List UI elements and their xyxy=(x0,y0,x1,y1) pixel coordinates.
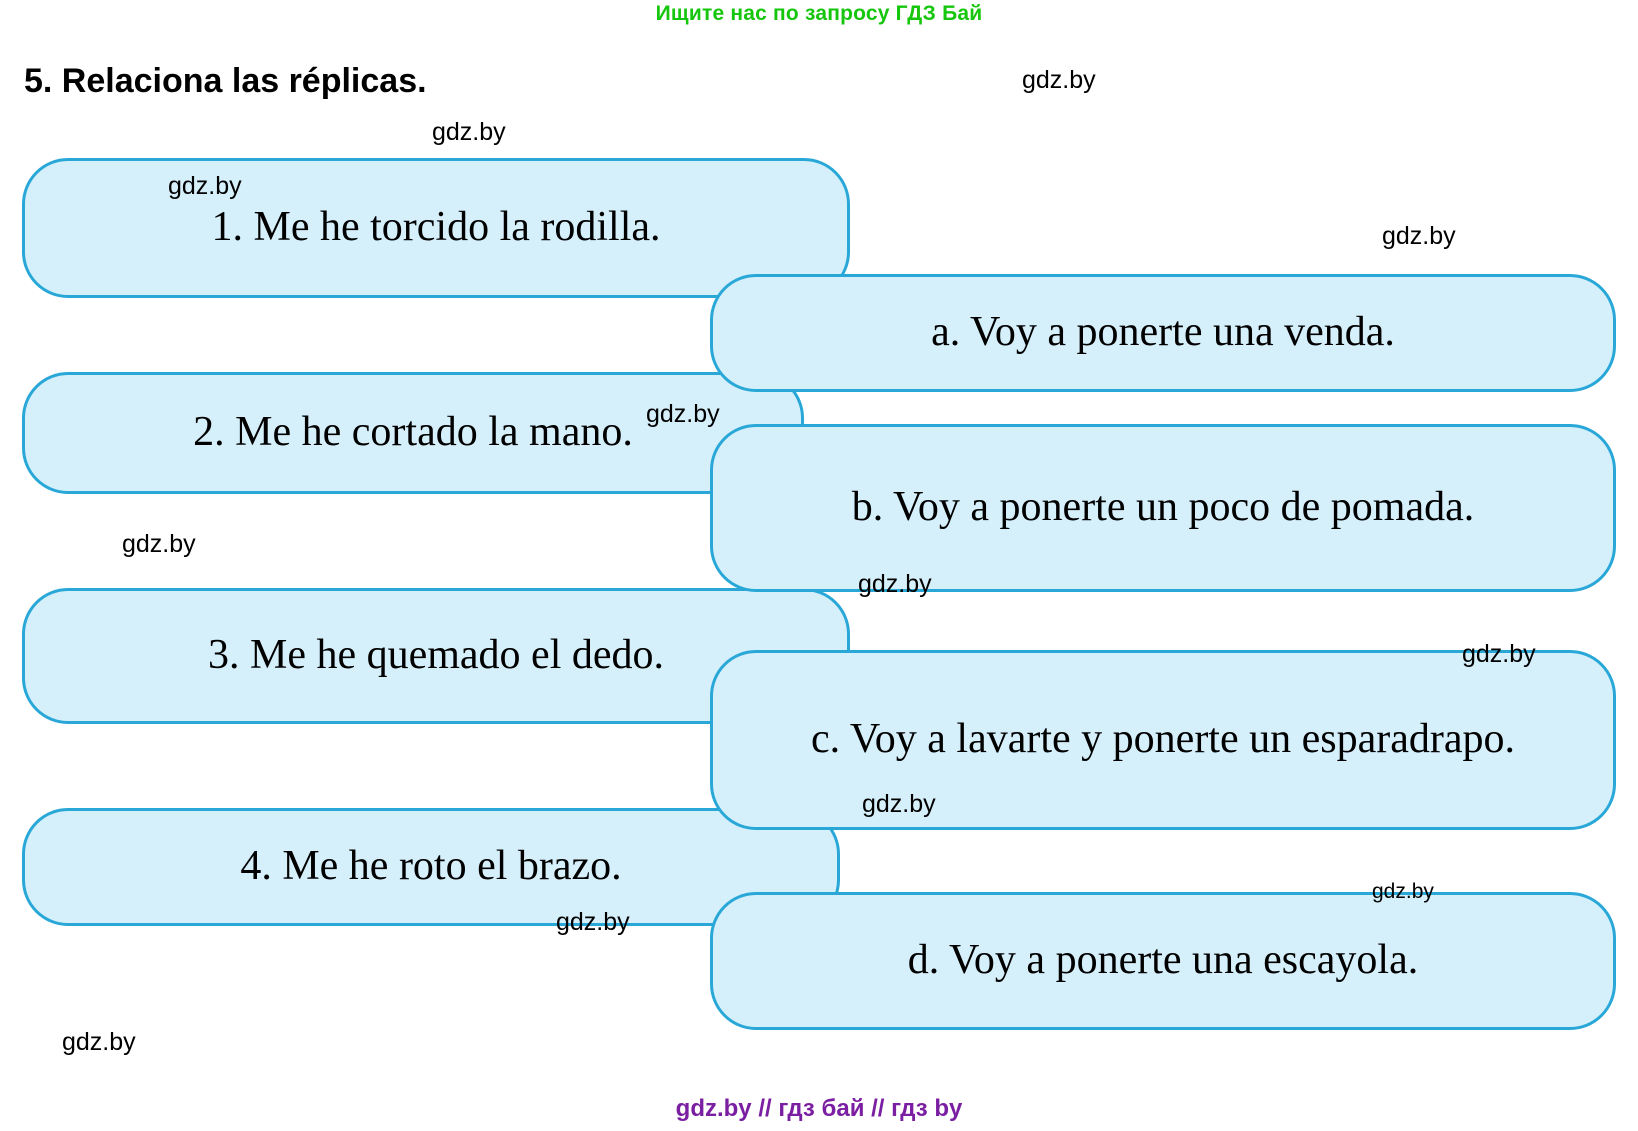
answer-option-3[interactable]: 3. Me he quemado el dedo. xyxy=(22,588,850,724)
watermark-text: gdz.by xyxy=(168,172,242,200)
watermark-text: gdz.by xyxy=(1382,222,1456,250)
answer-option-c[interactable]: c. Voy a lavarte y ponerte un esparadrapo. xyxy=(710,650,1616,830)
watermark-text: gdz.by xyxy=(432,118,506,146)
answer-option-a[interactable]: a. Voy a ponerte una venda. xyxy=(710,274,1616,392)
watermark-text: gdz.by xyxy=(122,530,196,558)
watermark-text: gdz.by xyxy=(1462,640,1536,668)
answer-option-4[interactable]: 4. Me he roto el brazo. xyxy=(22,808,840,926)
answer-option-2[interactable]: 2. Me he cortado la mano. xyxy=(22,372,804,494)
watermark-text: gdz.by xyxy=(556,908,630,936)
watermark-text: gdz.by xyxy=(646,400,720,428)
watermark-text: gdz.by xyxy=(1022,66,1096,94)
bottom-promo-banner: gdz.by // гдз бай // гдз by xyxy=(675,1095,963,1122)
page-title: 5. Relaciona las réplicas. xyxy=(24,62,427,100)
answer-option-1[interactable]: 1. Me he torcido la rodilla. xyxy=(22,158,850,298)
watermark-text: gdz.by xyxy=(1372,880,1434,903)
watermark-text: gdz.by xyxy=(62,1028,136,1056)
top-promo-banner: Ищите нас по запросу ГДЗ Бай xyxy=(655,2,983,25)
watermark-text: gdz.by xyxy=(858,570,932,598)
answer-option-b[interactable]: b. Voy a ponerte un poco de pomada. xyxy=(710,424,1616,592)
watermark-text: gdz.by xyxy=(862,790,936,818)
answer-option-d[interactable]: d. Voy a ponerte una escayola. xyxy=(710,892,1616,1030)
